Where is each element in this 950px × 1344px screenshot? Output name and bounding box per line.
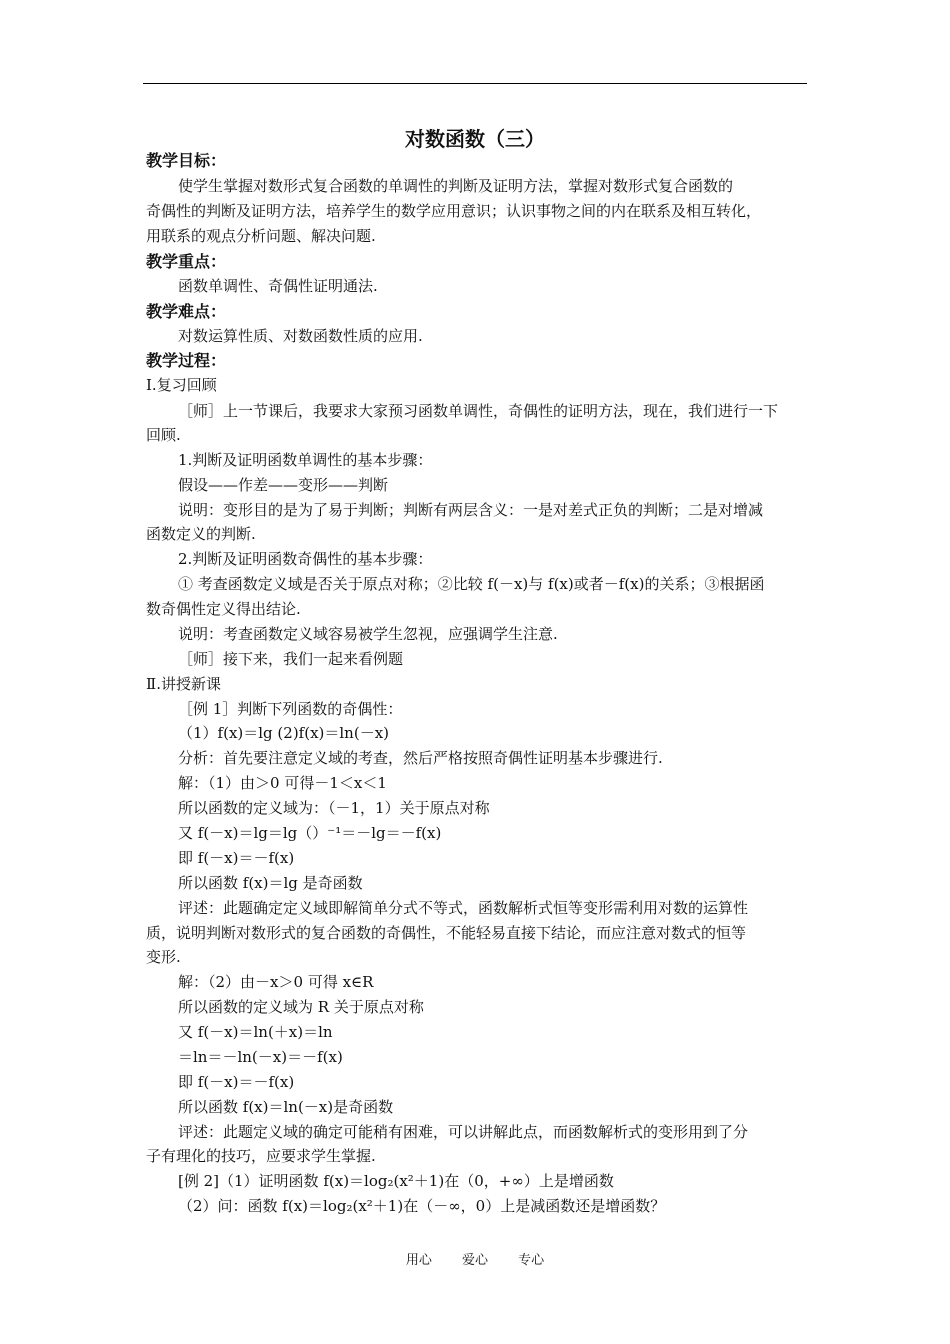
review-teacher-1: ［师］上一节课后，我要求大家预习函数单调性，奇偶性的证明方法，现在，我们进行一下 (178, 402, 779, 420)
ex1-comment1-3: 变形. (146, 948, 181, 966)
heading-goal: 教学目标： (146, 151, 227, 170)
ex1-sol2-4: ＝ln＝－ln(－x)＝－f(x) (178, 1048, 343, 1066)
ex1-sol2-1: 解：（2）由－x＞0 可得 x∈R (178, 973, 374, 991)
ex1-sol1-3: 又 f(－x)＝lg＝lg（）⁻¹＝－lg＝－f(x) (178, 824, 442, 842)
key-line: 函数单调性、奇偶性证明通法. (178, 277, 378, 295)
review-note1-1: 说明：变形目的是为了易于判断；判断有两层含义：一是对差式正负的判断；二是对增减 (178, 501, 764, 519)
ex1-comment2-2: 子有理化的技巧，应要求学生掌握. (146, 1147, 376, 1165)
ex1-sol1-2: 所以函数的定义域为：（－1，1）关于原点对称 (178, 799, 490, 817)
ex1-analysis: 分析：首先要注意定义域的考查，然后严格按照奇偶性证明基本步骤进行. (178, 749, 663, 767)
footer-item: 专心 (518, 1253, 545, 1268)
ex1-sol1-1: 解：（1）由＞0 可得－1＜x＜1 (178, 774, 387, 792)
review-step1-title: 1.判断及证明函数单调性的基本步骤： (178, 451, 433, 469)
ex1-sol2-5: 即 f(－x)＝－f(x) (178, 1073, 295, 1091)
review-teacher-2: 回顾. (146, 426, 181, 444)
page-footer (0, 1249, 950, 1268)
footer-item: 用心 (405, 1253, 432, 1268)
heading-difficulty: 教学难点： (146, 302, 227, 321)
review-step2-2: 数奇偶性定义得出结论. (146, 600, 301, 618)
section-new: Ⅱ.讲授新课 (146, 675, 221, 693)
ex2-line-2: （2）问：函数 f(x)＝log₂(x²＋1)在（－∞，0）上是减函数还是增函数？ (178, 1197, 666, 1215)
page-title: 对数函数（三） (405, 127, 545, 151)
review-teacher-3: ［师］接下来，我们一起来看例题 (178, 650, 404, 668)
header-rule (143, 83, 807, 84)
ex1-title: ［例 1］判断下列函数的奇偶性： (178, 700, 403, 718)
ex1-sol2-6: 所以函数 f(x)＝ln(－x)是奇函数 (178, 1098, 394, 1116)
review-note2: 说明：考查函数定义域容易被学生忽视，应强调学生注意. (178, 625, 558, 643)
review-note1-2: 函数定义的判断. (146, 525, 256, 543)
ex1-comment1-1: 评述：此题确定定义域即解简单分式不等式，函数解析式恒等变形需利用对数的运算性 (178, 899, 749, 917)
heading-key: 教学重点： (146, 252, 227, 271)
goal-line-3: 用联系的观点分析问题、解决问题. (146, 227, 376, 245)
ex1-sol1-5: 所以函数 f(x)＝lg 是奇函数 (178, 874, 363, 892)
review-step2-1: ① 考查函数定义域是否关于原点对称；②比较 f(－x)与 f(x)或者－f(x)的关系；③根据函 (178, 575, 765, 593)
review-step1-body: 假设——作差——变形——判断 (178, 476, 389, 494)
goal-line-2: 奇偶性的判断及证明方法，培养学生的数学应用意识；认识事物之间的内在联系及相互转化， (146, 202, 762, 220)
ex1-items: （1）f(x)＝lg (2)f(x)＝ln(－x) (178, 724, 390, 742)
ex1-comment1-2: 质，说明判断对数形式的复合函数的奇偶性，不能轻易直接下结论，而应注意对数式的恒等 (146, 924, 747, 942)
ex1-sol1-4: 即 f(－x)＝－f(x) (178, 849, 295, 867)
goal-line-1: 使学生掌握对数形式复合函数的单调性的判断及证明方法，掌握对数形式复合函数的 (178, 177, 734, 195)
footer-item: 爱心 (461, 1253, 488, 1268)
ex1-comment2-1: 评述：此题定义域的确定可能稍有困难，可以讲解此点，而函数解析式的变形用到了分 (178, 1123, 749, 1141)
heading-process: 教学过程： (146, 351, 227, 370)
ex1-sol2-2: 所以函数的定义域为 R 关于原点对称 (178, 998, 424, 1016)
difficulty-line: 对数运算性质、对数函数性质的应用. (178, 327, 423, 345)
review-step2-title: 2.判断及证明函数奇偶性的基本步骤： (178, 550, 433, 568)
section-review: Ⅰ.复习回顾 (146, 376, 217, 394)
ex2-line-1: [例 2]（1）证明函数 f(x)＝log₂(x²＋1)在（0，+∞）上是增函数 (178, 1172, 614, 1190)
ex1-sol2-3: 又 f(－x)＝ln(＋x)＝ln (178, 1023, 333, 1041)
